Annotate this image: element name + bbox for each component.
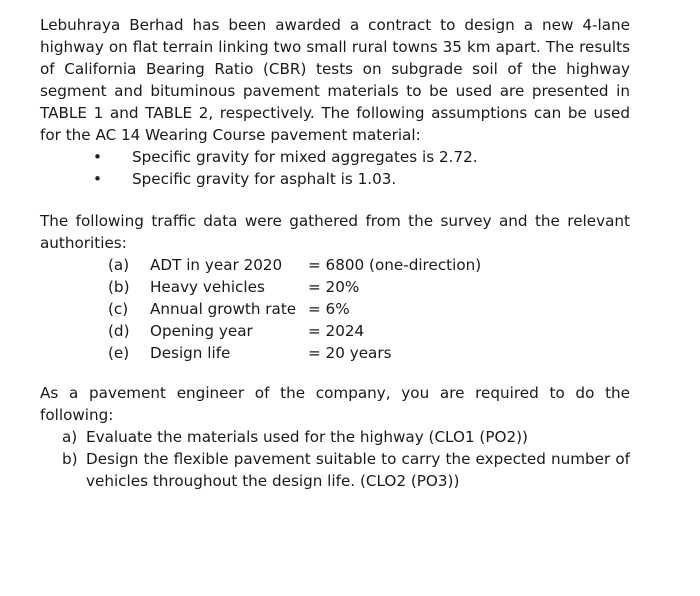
item-value: = 20%	[308, 278, 360, 296]
item-name: Design life	[150, 344, 231, 362]
item-value: = 6%	[308, 300, 350, 318]
item-value: = 6800 (one-direction)	[308, 256, 482, 274]
list-item	[40, 448, 630, 492]
assumption-text: Specific gravity for mixed aggregates is 2.72.	[132, 148, 478, 166]
traffic-data-list	[40, 254, 630, 364]
task-label: b)	[62, 450, 78, 468]
item-value: = 20 years	[308, 344, 392, 362]
list-item	[40, 298, 630, 320]
task-label: a)	[62, 428, 78, 446]
tasks-intro: As a pavement engineer of the company, you are required to do the following:	[40, 384, 630, 424]
list-item	[40, 168, 630, 190]
item-value: = 2024	[308, 322, 365, 340]
list-item	[40, 254, 630, 276]
item-name: Heavy vehicles	[150, 278, 265, 296]
item-label: (c)	[108, 300, 129, 318]
bullet-icon: •	[93, 170, 102, 188]
item-label: (b)	[108, 278, 130, 296]
item-label: (a)	[108, 256, 130, 274]
list-item	[40, 320, 630, 342]
item-name: Opening year	[150, 322, 253, 340]
item-name: ADT in year 2020	[150, 256, 283, 274]
list-item	[40, 426, 630, 448]
intro-paragraph: Lebuhraya Berhad has been awarded a contract to design a new 4-lane highway on flat terrain linking two small rural towns 35 km apart. The results of California Bearing Ratio (CBR) tests on subgrade soil of the highway segment and bituminous pavement materials to be used are presented in TABLE 1 and TABLE 2, respectively. The following assumptions can be used for the AC 14 Wearing Course pavement material:	[40, 16, 630, 144]
assumption-text: Specific gravity for asphalt is 1.03.	[132, 170, 397, 188]
task-text: Design the flexible pavement suitable to carry the expected number of vehicles throughout the design life. (CLO2 (PO3))	[86, 450, 630, 490]
document-body	[40, 14, 630, 492]
bullet-icon: •	[93, 148, 102, 166]
list-item	[40, 342, 630, 364]
list-item	[40, 276, 630, 298]
task-text: Evaluate the materials used for the highway (CLO1 (PO2))	[86, 428, 528, 446]
assumptions-list	[40, 146, 630, 190]
tasks-list	[40, 426, 630, 492]
item-label: (e)	[108, 344, 130, 362]
item-name: Annual growth rate	[150, 300, 297, 318]
list-item	[40, 146, 630, 168]
item-label: (d)	[108, 322, 130, 340]
traffic-intro: The following traffic data were gathered from the survey and the relevant authorities:	[40, 212, 630, 252]
